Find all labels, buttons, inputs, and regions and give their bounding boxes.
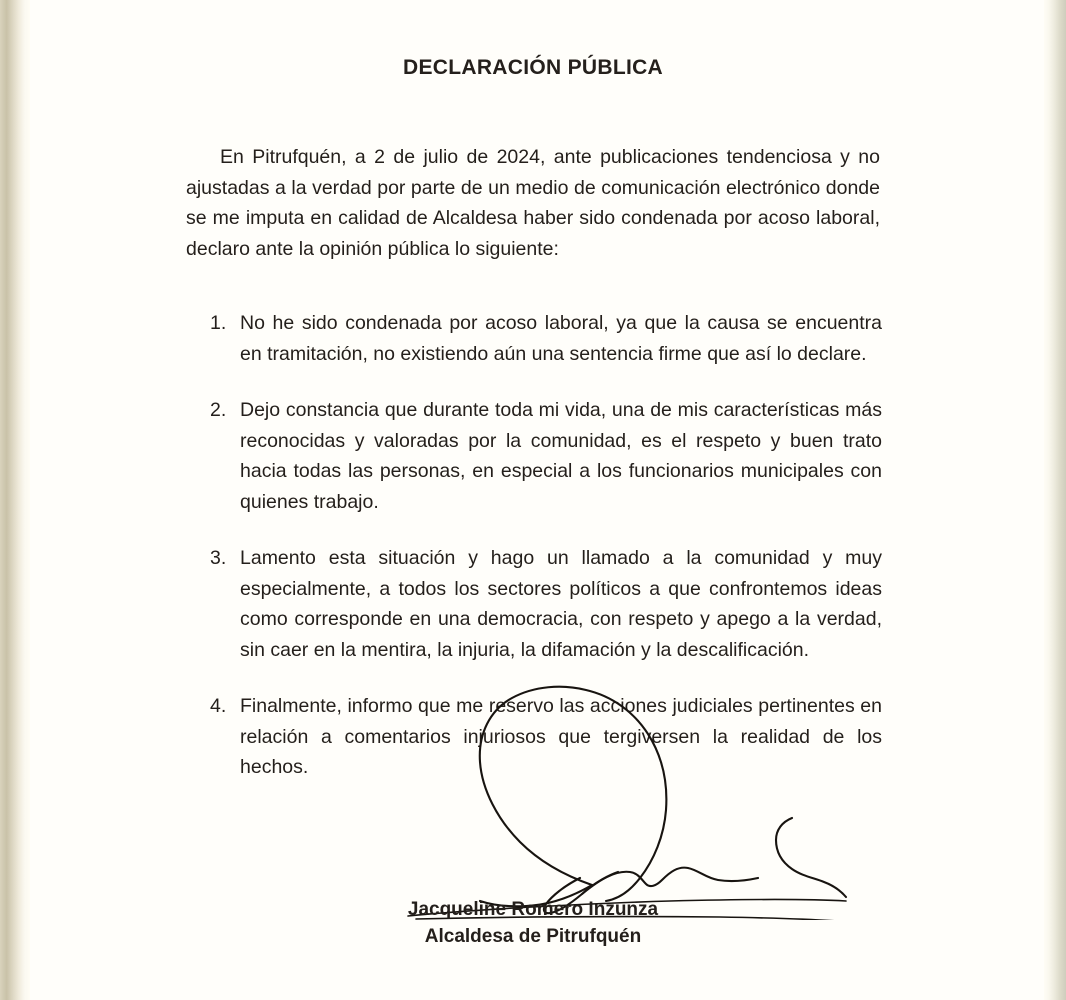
clause-item (210, 691, 882, 783)
clause-item (210, 395, 882, 517)
clause-number: 3. (210, 547, 227, 569)
clause-text: No he sido condenada por acoso laboral, ya que la causa se encuentra en tramitación, no existiendo aún una sentencia firme que así lo declare. (240, 312, 882, 365)
clause-number: 1. (210, 312, 227, 334)
clause-item (210, 543, 882, 665)
clause-text: Lamento esta situación y hago un llamado a la comunidad y muy especialmente, a todos los sectores políticos a que confrontemos ideas como corresponde en una democracia, con respeto y apego a la verdad, sin caer en la mentira, la injuria, la difamación y la descalificación. (240, 547, 882, 661)
clause-number: 2. (210, 399, 227, 421)
intro-paragraph: En Pitrufquén, a 2 de julio de 2024, ante publicaciones tendenciosa y no ajustadas a la verdad por parte de un medio de comunicación electrónico donde se me imputa en calidad de Alcaldesa haber sido condenada por acoso laboral, declaro ante la opinión pública lo siguiente: (186, 146, 880, 260)
clause-text: Dejo constancia que durante toda mi vida, una de mis características más reconocidas y valoradas por la comunidad, es el respeto y buen trato hacia todas las personas, en especial a los funcionarios municipales con quienes trabajo. (240, 399, 882, 513)
numbered-clause-list (210, 308, 882, 809)
signatory-role: Alcaldesa de Pitrufquén (424, 926, 642, 947)
signatory-name: Jacqueline Romero Inzunza (407, 899, 659, 920)
clause-text: Finalmente, informo que me reservo las acciones judiciales pertinentes en relación a comentarios injuriosos que tergiversen la realidad de los hechos. (240, 695, 882, 778)
signature-block (0, 896, 1066, 950)
clause-item (210, 308, 882, 369)
clause-number: 4. (210, 695, 227, 717)
document-title: DECLARACIÓN PÚBLICA (402, 56, 664, 79)
